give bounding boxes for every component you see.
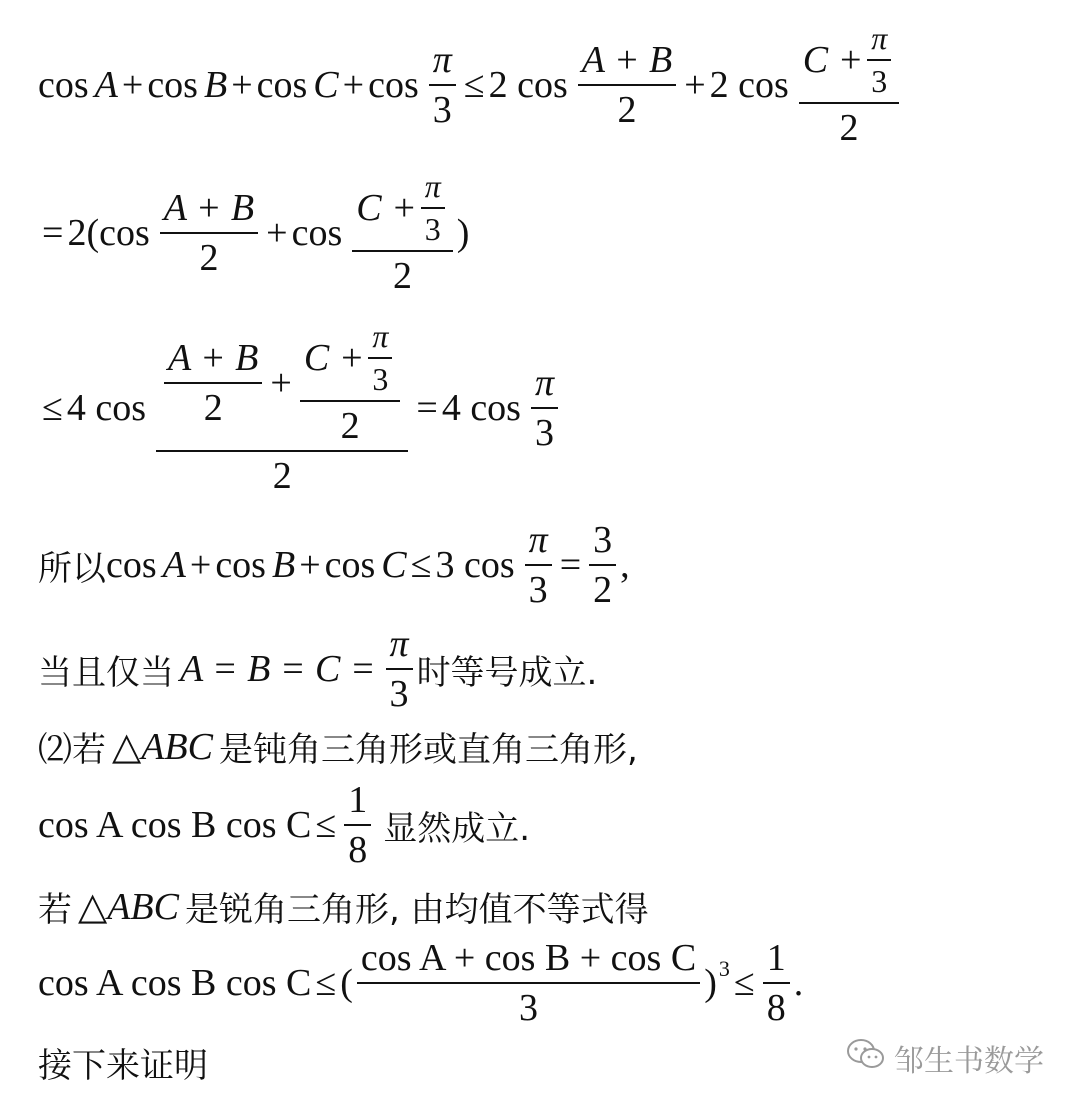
part2-heading	[38, 722, 638, 771]
math-coef-cos: 4 cos	[66, 387, 147, 429]
frac-den: 2	[839, 107, 859, 149]
math-coef-cos: 3 cos	[435, 544, 515, 586]
obtuse-case-line	[38, 778, 530, 872]
text-zh: 是钝角三角形或直角三角形,	[219, 730, 638, 770]
fraction-pi-over-3	[429, 38, 456, 132]
frac-num	[300, 318, 401, 402]
math-var: A	[94, 64, 118, 106]
math-op: ≤	[42, 387, 63, 429]
math-op: ≤	[315, 962, 337, 1004]
frac-num: π	[531, 361, 558, 409]
fraction-pi-over-3	[867, 20, 891, 100]
math-op: ≤	[733, 962, 755, 1004]
math-op: +	[121, 64, 144, 106]
punct: ,	[620, 544, 630, 586]
frac-den: 2	[272, 455, 292, 497]
fraction-c-plus-pi3-over-2	[300, 318, 401, 448]
text-zh: 显然成立.	[383, 808, 531, 849]
math-op: +	[266, 212, 288, 254]
math-var: B	[271, 544, 296, 586]
math-cos: cos	[99, 212, 150, 254]
math-cos: cos	[291, 212, 343, 254]
frac-num: π	[867, 20, 891, 61]
frac-num: A + B	[164, 336, 262, 384]
text-zh: ⑵若	[38, 730, 106, 770]
math-term: )	[704, 962, 717, 1004]
frac-num: π	[429, 38, 456, 86]
conclusion-line	[38, 518, 630, 612]
fraction-3-over-2	[589, 518, 616, 612]
fraction-1-over-8	[763, 936, 790, 1030]
frac-num: π	[421, 168, 445, 209]
frac-num	[156, 318, 408, 452]
fraction-mean-of-cosines	[357, 936, 700, 1030]
text-zh: 所以	[38, 548, 106, 589]
math-cos: cos	[368, 64, 419, 106]
wechat-icon	[846, 1038, 886, 1078]
math-op: ≤	[463, 64, 485, 106]
text-zh: 若	[38, 890, 72, 930]
math-cos: cos	[38, 64, 89, 106]
frac-den: 2	[393, 255, 412, 297]
fraction-big-average	[156, 318, 408, 498]
text-zh: 当且仅当	[38, 652, 174, 693]
fraction-1-over-8	[344, 778, 371, 872]
fraction-c-plus-pi3-over-2	[799, 20, 900, 150]
frac-den: 3	[528, 569, 548, 611]
math-cos: cos	[147, 64, 198, 106]
frac-num	[352, 168, 453, 252]
frac-den: 3	[871, 63, 888, 99]
math-term: )	[456, 212, 470, 254]
frac-num: π	[386, 622, 413, 670]
math-op: +	[342, 64, 365, 106]
fraction-pi-over-3	[368, 318, 392, 398]
frac-den: 2	[617, 89, 637, 131]
math-var: A	[162, 544, 186, 586]
math-term: C +	[303, 337, 365, 379]
frac-den: 3	[389, 673, 409, 715]
math-op: +	[299, 544, 321, 586]
frac-num: 3	[589, 518, 616, 566]
text-zh: 接下来证明	[38, 1046, 208, 1086]
fraction-a-plus-b-over-2	[578, 38, 676, 132]
frac-num: A + B	[160, 186, 258, 234]
math-coef-cos: 4 cos	[441, 387, 521, 429]
math-term: △ABC	[78, 886, 179, 928]
frac-num: cos A + cos B + cos C	[357, 936, 700, 984]
equation-line-2	[38, 168, 469, 298]
frac-num: 1	[763, 936, 790, 984]
frac-den: 3	[534, 412, 554, 454]
math-cos: cos	[256, 64, 308, 106]
frac-den: 8	[766, 987, 786, 1029]
math-op: =	[416, 387, 438, 429]
math-op: ≤	[410, 544, 432, 586]
exponent: 3	[718, 956, 730, 981]
fraction-a-plus-b-over-2	[164, 336, 262, 430]
frac-den: 3	[519, 987, 539, 1029]
equation-line-3	[38, 318, 562, 498]
watermark-label: 邹生书数学	[894, 1044, 1044, 1079]
equation-line-1	[38, 20, 903, 150]
fraction-pi-over-3	[386, 622, 413, 716]
frac-num	[799, 20, 900, 104]
math-var: B	[203, 64, 228, 106]
fraction-c-plus-pi3-over-2	[352, 168, 453, 298]
math-term: C +	[802, 39, 864, 81]
next-proof-line	[38, 1038, 208, 1087]
equality-condition-line	[38, 622, 597, 716]
math-op: +	[189, 544, 212, 586]
fraction-pi-over-3	[421, 168, 445, 248]
math-var: C	[313, 64, 339, 106]
math-term: A = B = C =	[180, 648, 376, 690]
text-zh: 是锐角三角形, 由均值不等式得	[185, 890, 649, 930]
frac-den: 2	[593, 569, 613, 611]
math-op: +	[231, 64, 253, 106]
frac-den: 3	[424, 211, 441, 247]
math-op: +	[684, 64, 706, 106]
math-cos: cos	[324, 544, 376, 586]
frac-num: π	[525, 518, 552, 566]
fraction-a-plus-b-over-2	[160, 186, 258, 280]
frac-num: A + B	[578, 38, 676, 86]
frac-den: 2	[340, 405, 360, 447]
text-zh: 时等号成立.	[416, 652, 598, 693]
math-var: C	[381, 544, 407, 586]
math-op: =	[42, 212, 64, 254]
math-term: C +	[356, 187, 417, 229]
math-term: (	[340, 962, 353, 1004]
math-cos: cos	[215, 544, 266, 586]
math-op: =	[559, 544, 582, 586]
math-cos: cos	[106, 544, 157, 586]
math-term: cos A cos B cos C	[38, 804, 312, 846]
math-term: cos A cos B cos C	[38, 962, 312, 1004]
am-gm-line	[38, 936, 803, 1030]
frac-den: 3	[432, 89, 452, 131]
math-term: △ABC	[112, 726, 213, 768]
fraction-pi-over-3	[531, 361, 558, 455]
watermark	[846, 1036, 1044, 1080]
frac-den: 3	[372, 361, 389, 397]
acute-case-heading	[38, 882, 649, 931]
math-coef-cos: 2 cos	[488, 64, 568, 106]
frac-den: 2	[199, 237, 219, 279]
frac-den: 8	[348, 829, 368, 871]
punct: .	[793, 962, 804, 1004]
math-term: 2(	[67, 212, 100, 254]
fraction-pi-over-3	[525, 518, 552, 612]
frac-num: 1	[344, 778, 371, 826]
math-op: ≤	[315, 804, 337, 846]
math-op: +	[270, 362, 292, 404]
frac-num: π	[368, 318, 392, 359]
frac-den: 2	[203, 387, 223, 429]
math-coef-cos: 2 cos	[709, 64, 789, 106]
